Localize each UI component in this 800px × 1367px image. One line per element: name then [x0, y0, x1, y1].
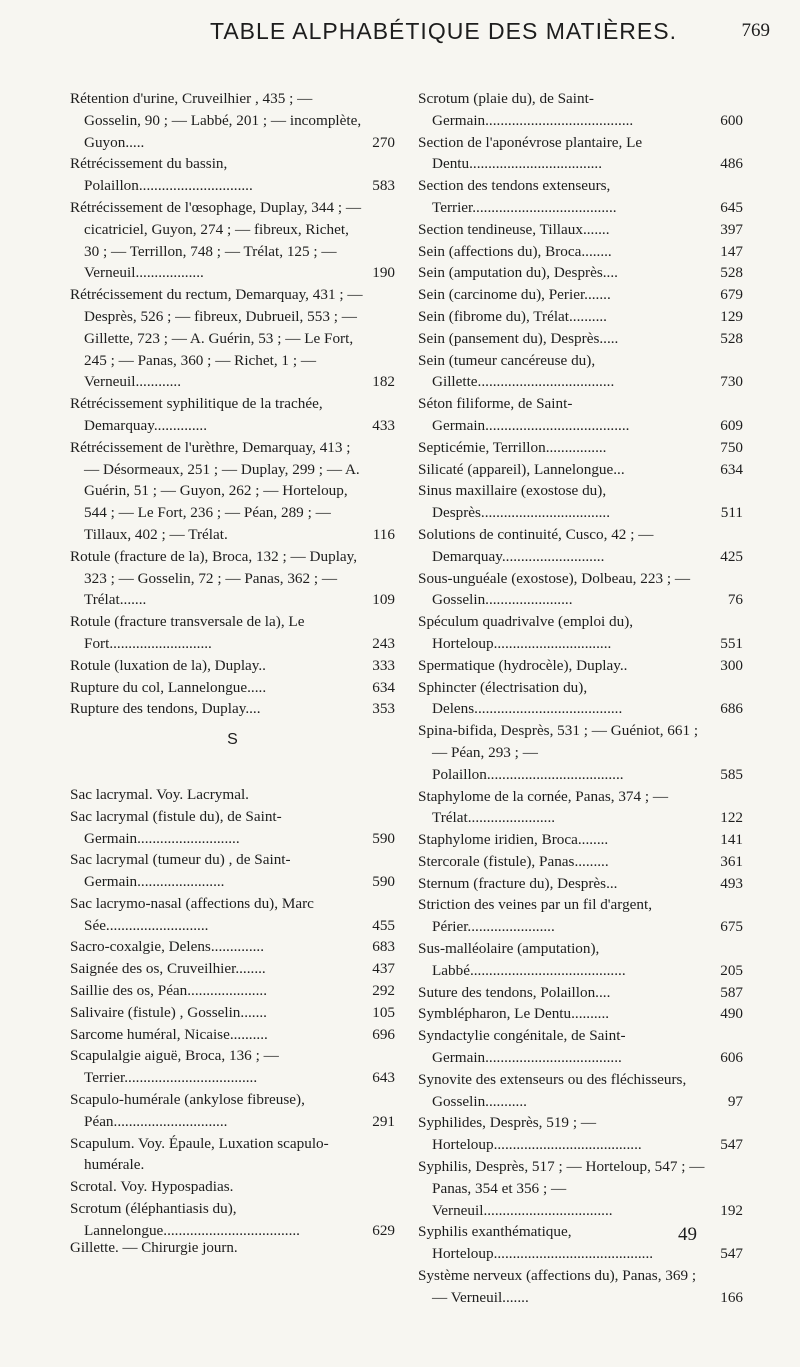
entry-page-number: 122 [720, 809, 743, 827]
entry-page-number: 437 [372, 960, 395, 978]
index-entry [70, 546, 395, 611]
index-entry [70, 1089, 395, 1133]
index-entry [418, 1265, 743, 1309]
entry-text: Scapulum. Voy. Épaule, Luxation scapulo-humérale. [70, 1134, 329, 1174]
entry-page-number: 300 [720, 656, 743, 674]
entry-page-number: 583 [372, 177, 395, 195]
index-entry [418, 829, 743, 851]
entry-text: Séton filiforme, de Saint-Germain...................................... [418, 395, 630, 434]
entry-page-number: 730 [720, 373, 743, 391]
entry-page-number: 587 [720, 983, 743, 1001]
index-entry [418, 655, 743, 677]
entry-text: Sein (pansement du), Desprès..... [418, 329, 619, 347]
index-entry [70, 958, 395, 980]
entry-page-number: 679 [720, 286, 743, 304]
entry-text: Sarcome huméral, Nicaise.......... [70, 1025, 268, 1043]
entry-text: Sinus maxillaire (exostose du), Desprès.................................. [418, 482, 611, 522]
index-entry [70, 806, 395, 850]
entry-text: Rétrécissement du bassin, Polaillon.............................. [70, 155, 253, 195]
entry-page-number: 696 [372, 1025, 395, 1043]
index-entry [418, 1025, 743, 1069]
entry-page-number: 182 [372, 373, 395, 391]
index-entry [418, 1112, 743, 1156]
entry-text: Section de l'aponévrose plantaire, Le Dentu................................... [418, 133, 643, 173]
entry-page-number: 243 [372, 634, 395, 652]
index-entry [418, 524, 743, 568]
index-entry [418, 611, 743, 655]
entry-text: Scrotum (éléphantiasis du), Lannelongue.................................... [70, 1200, 300, 1239]
entry-page-number: 490 [720, 1005, 743, 1023]
index-entry [70, 698, 395, 720]
entry-page-number: 129 [720, 307, 743, 325]
entry-text: Staphylome iridien, Broca........ [418, 831, 609, 849]
entry-text: Symblépharon, Le Dentu.......... [418, 1005, 610, 1023]
index-entry [70, 1198, 395, 1242]
entry-page-number: 547 [720, 1245, 743, 1263]
index-entry [70, 1024, 395, 1046]
entry-text: Rétrécissement de l'urèthre, Demarquay, 413 ; — Désormeaux, 251 ; — Duplay, 299 ; — A. Guérin, 51 ; — Guyon, 262 ; — Horteloup, 544 ; — Le Fort, 236 ; — Péan, 289 ; — Tillaux, 402 ; — Trélat. [70, 438, 360, 543]
entry-page-number: 433 [372, 416, 395, 434]
index-entry [418, 175, 743, 219]
entry-page-number: 76 [727, 591, 743, 609]
entry-text: Staphylome de la cornée, Panas, 374 ; — Trélat....................... [418, 787, 669, 827]
index-entry [418, 219, 743, 241]
page-number: 769 [741, 20, 770, 41]
entry-page-number: 97 [727, 1092, 743, 1110]
entry-text: Synovite des extenseurs ou des fléchisseurs, Gosselin........... [418, 1070, 687, 1110]
index-entry [418, 938, 743, 982]
entry-page-number: 683 [372, 938, 395, 956]
signature-mark: 49 [678, 1224, 697, 1245]
entry-page-number: 141 [720, 831, 743, 849]
index-entry [418, 132, 743, 176]
entry-page-number: 292 [372, 982, 395, 1000]
entry-text: Saillie des os, Péan..................... [70, 982, 267, 1000]
entry-text: Rupture du col, Lannelongue..... [70, 678, 267, 696]
entry-page-number: 361 [720, 852, 743, 870]
index-entry [418, 393, 743, 437]
index-entry [70, 197, 395, 284]
footer-source: Gillette. — Chirurgie journ. [70, 1240, 238, 1256]
index-entry [70, 677, 395, 699]
entry-page-number: 166 [720, 1288, 743, 1306]
entry-text: Sac lacrymal (fistule du), de Saint-Germain........................... [70, 807, 282, 847]
entry-page-number: 547 [720, 1136, 743, 1154]
index-entry [70, 88, 395, 153]
entry-text: Syphilis exanthématique, Horteloup.......................................... [418, 1223, 654, 1263]
entry-text: Scrotal. Voy. Hypospadias. [70, 1178, 234, 1196]
entry-text: Rétention d'urine, Cruveilhier , 435 ; — Gosselin, 90 ; — Labbé, 201 ; — incomplète, Guyon..... [70, 90, 362, 151]
index-entry [418, 1156, 743, 1221]
entry-text: Rétrécissement du rectum, Demarquay, 431 ; — Desprès, 526 ; — fibreux, Dubrueil, 553 ; — Gillette, 723 ; — A. Guérin, 53 ; — Le Fort, 245 ; — Panas, 360 ; — Richet, 1 ; — Verneuil............ [70, 286, 363, 391]
entry-page-number: 205 [720, 961, 743, 979]
entry-text: Salivaire (fistule) , Gosselin....... [70, 1003, 267, 1021]
index-entry [418, 894, 743, 938]
entry-text: Section tendineuse, Tillaux....... [418, 220, 610, 238]
entry-page-number: 147 [720, 242, 743, 260]
entry-page-number: 606 [720, 1049, 743, 1067]
index-entry [418, 568, 743, 612]
entry-text: Septicémie, Terrillon................ [418, 438, 607, 456]
entry-text: Sac lacrymal (tumeur du) , de Saint-Germain....................... [70, 851, 291, 891]
entry-page-number: 686 [720, 700, 743, 718]
index-entry [70, 1002, 395, 1024]
entry-text: Sacro-coxalgie, Delens.............. [70, 938, 265, 956]
entry-text: Striction des veines par un fil d'argent, Périer....................... [418, 896, 653, 936]
entry-page-number: 551 [720, 634, 743, 652]
entry-text: Rétrécissement de l'œsophage, Duplay, 344 ; — cicatriciel, Guyon, 274 ; — fibreux, Richet, 30 ; — Terrillon, 748 ; — Trélat, 125 ; — Verneuil.................. [70, 198, 362, 282]
index-entry [70, 784, 395, 806]
index-entry [418, 851, 743, 873]
entry-page-number: 270 [372, 133, 395, 151]
entry-page-number: 486 [720, 155, 743, 173]
index-entry [418, 677, 743, 721]
entry-page-number: 116 [372, 525, 395, 543]
left-column [70, 88, 395, 1242]
entry-page-number: 291 [372, 1112, 395, 1130]
index-entry [418, 437, 743, 459]
entry-text: Syphilis, Desprès, 517 ; — Horteloup, 547 ; — Panas, 354 et 356 ; — Verneuil.................................. [418, 1158, 705, 1219]
index-entry [418, 873, 743, 895]
entry-page-number: 425 [720, 547, 743, 565]
entry-page-number: 600 [720, 111, 743, 129]
entry-page-number: 590 [372, 873, 395, 891]
entry-page-number: 353 [372, 700, 395, 718]
index-entry [418, 284, 743, 306]
index-entry [70, 1133, 395, 1177]
index-entry [418, 241, 743, 263]
entry-text: Suture des tendons, Polaillon.... [418, 983, 611, 1001]
index-entry [418, 1069, 743, 1113]
index-entry [418, 328, 743, 350]
entry-text: Sac lacrymal. Voy. Lacrymal. [70, 785, 249, 803]
entry-text: Rotule (luxation de la), Duplay.. [70, 656, 266, 674]
entry-page-number: 528 [720, 264, 743, 282]
index-entry [418, 306, 743, 328]
entry-text: Sus-malléolaire (amputation), Labbé......................................... [418, 940, 626, 979]
entry-page-number: 675 [720, 918, 743, 936]
entry-text: Rotule (fracture de la), Broca, 132 ; — Duplay, 323 ; — Gosselin, 72 ; — Panas, 362 ; — Trélat....... [70, 547, 358, 609]
entry-text: Sac lacrymo-nasal (affections du), Marc Sée........................... [70, 894, 314, 934]
index-entry [70, 936, 395, 958]
letter-heading: S [227, 731, 238, 749]
index-entry [418, 350, 743, 394]
page-title: TABLE ALPHABÉTIQUE DES MATIÈRES. [210, 18, 677, 44]
entry-text: Scapulo-humérale (ankylose fibreuse), Péan.............................. [70, 1091, 305, 1130]
index-entry [418, 786, 743, 830]
entry-page-number: 511 [720, 504, 743, 522]
entry-text: Rotule (fracture transversale de la), Le Fort........................... [70, 613, 305, 652]
index-entry [418, 262, 743, 284]
index-entry [70, 1176, 395, 1198]
index-entry [70, 849, 395, 893]
entry-page-number: 333 [372, 656, 395, 674]
entry-page-number: 190 [372, 264, 395, 282]
entry-text: Silicaté (appareil), Lannelongue... [418, 460, 625, 478]
entry-text: Rétrécissement syphilitique de la trachée, Demarquay.............. [70, 395, 323, 434]
index-entry [70, 655, 395, 677]
entry-text: Spermatique (hydrocèle), Duplay.. [418, 656, 628, 674]
index-entry [418, 1003, 743, 1025]
index-entry [70, 284, 395, 393]
entry-page-number: 634 [720, 460, 743, 478]
entry-text: Saignée des os, Cruveilhier........ [70, 960, 266, 978]
entry-text: Sein (affections du), Broca........ [418, 242, 612, 260]
entry-text: Sternum (fracture du), Desprès... [418, 874, 618, 892]
entry-page-number: 590 [372, 829, 395, 847]
entry-text: Système nerveux (affections du), Panas, 369 ; — Verneuil....... [418, 1267, 697, 1306]
entry-text: Sein (tumeur cancéreuse du), Gillette.................................... [418, 351, 615, 391]
entry-page-number: 750 [720, 438, 743, 456]
index-entry [70, 893, 395, 937]
index-entry [70, 980, 395, 1002]
index-entry [418, 982, 743, 1004]
entry-page-number: 645 [720, 198, 743, 216]
entry-page-number: 643 [372, 1069, 395, 1087]
entry-text: Rupture des tendons, Duplay.... [70, 700, 261, 718]
index-entry [70, 393, 395, 437]
entry-text: Spina-bifida, Desprès, 531 ; — Guéniot, 661 ; — Péan, 293 ; — Polaillon.................................... [418, 722, 699, 783]
entry-text: Sphincter (électrisation du), Delens....................................... [418, 678, 623, 718]
index-entry [418, 88, 743, 132]
entry-page-number: 493 [720, 874, 743, 892]
entry-text: Sein (carcinome du), Perier....... [418, 286, 611, 304]
entry-page-number: 634 [372, 678, 395, 696]
entry-page-number: 192 [720, 1201, 743, 1219]
entry-page-number: 609 [720, 416, 743, 434]
index-entry [418, 459, 743, 481]
entry-text: Sein (amputation du), Desprès.... [418, 264, 618, 282]
entry-page-number: 455 [372, 916, 395, 934]
right-column [418, 88, 743, 1309]
entry-page-number: 109 [372, 591, 395, 609]
index-entry [418, 720, 743, 785]
entry-page-number: 585 [720, 765, 743, 783]
index-entry [70, 437, 395, 546]
index-entry [70, 1045, 395, 1089]
entry-text: Syndactylie congénitale, de Saint-Germain.................................... [418, 1027, 626, 1067]
entry-text: Stercorale (fistule), Panas......... [418, 852, 609, 870]
entry-text: Scrotum (plaie du), de Saint-Germain....................................... [418, 90, 634, 129]
entry-text: Sein (fibrome du), Trélat.......... [418, 307, 607, 325]
index-entry [70, 611, 395, 655]
entry-text: Section des tendons extenseurs, Terrier...................................... [418, 177, 617, 216]
entry-page-number: 629 [372, 1221, 395, 1239]
entry-page-number: 397 [720, 220, 743, 238]
index-entry [418, 480, 743, 524]
entry-text: Spéculum quadrivalve (emploi du), Horteloup............................... [418, 613, 634, 652]
page-header [70, 6, 770, 46]
entry-text: Syphilides, Desprès, 519 ; — Horteloup....................................... [418, 1114, 642, 1154]
index-entry [70, 153, 395, 197]
entry-text: Solutions de continuité, Cusco, 42 ; — Demarquay........................... [418, 525, 654, 565]
entry-page-number: 528 [720, 329, 743, 347]
entry-text: Scapulalgie aiguë, Broca, 136 ; — Terrier................................... [70, 1047, 279, 1087]
entry-page-number: 105 [372, 1003, 395, 1021]
entry-text: Sous-unguéale (exostose), Dolbeau, 223 ; — Gosselin....................... [418, 569, 691, 609]
